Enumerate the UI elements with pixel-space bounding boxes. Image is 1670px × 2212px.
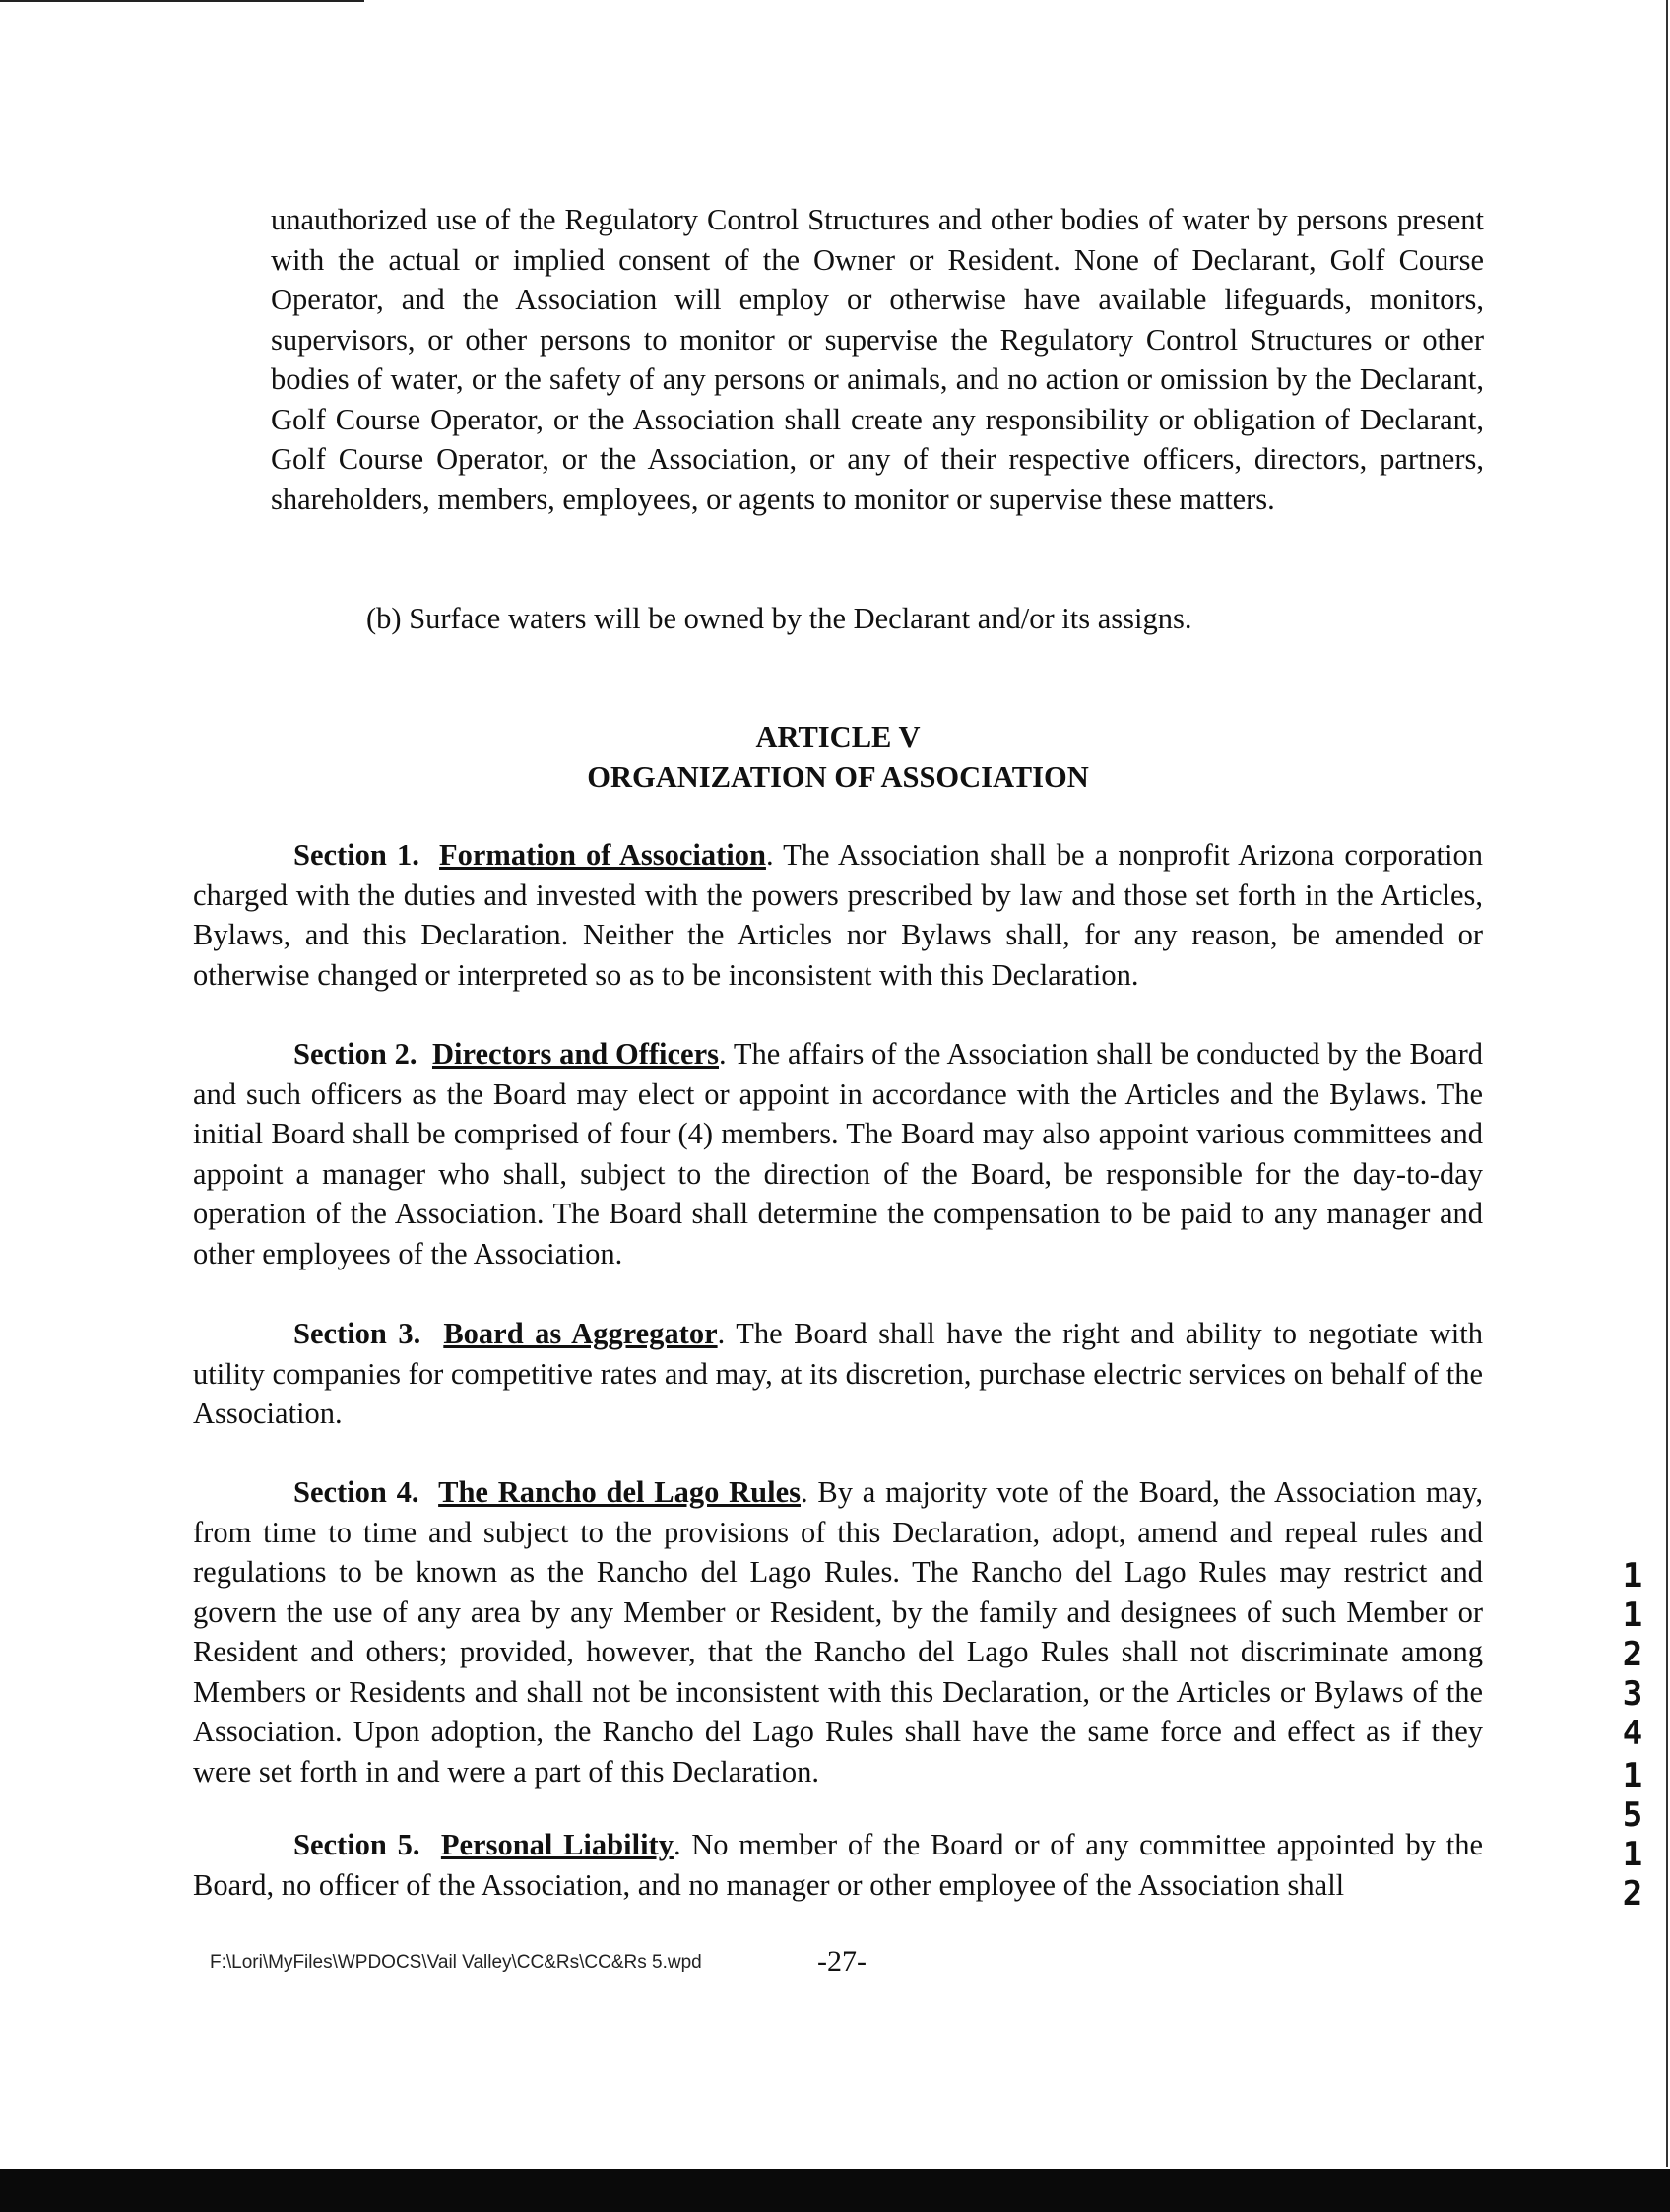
- section-label: Section 1.: [293, 838, 419, 872]
- page-number: -27-: [817, 1945, 867, 1978]
- stamp-digit: 1: [1622, 1835, 1643, 1874]
- section-3: [193, 1314, 1483, 1434]
- scan-bottom-border: [0, 2169, 1670, 2212]
- article-number: ARTICLE V: [755, 720, 921, 753]
- stamp-digit: 1: [1622, 1595, 1643, 1635]
- paragraph-b: (b) Surface waters will be owned by the Declarant and/or its assigns.: [366, 602, 1192, 635]
- section-title: Directors and Officers: [431, 1037, 720, 1071]
- footer-file-path: F:\Lori\MyFiles\WPDOCS\Vail Valley\CC&Rs\CC&Rs 5.wpd: [210, 1952, 702, 1973]
- section-4: [193, 1472, 1483, 1791]
- section-1: [193, 835, 1483, 995]
- section-title: Board as Aggregator: [443, 1317, 718, 1350]
- article-title: ORGANIZATION OF ASSOCIATION: [587, 760, 1089, 794]
- stamp-digit: 3: [1622, 1674, 1643, 1714]
- section-text: . The Association shall be a nonprofit Arizona corporation charged with the duties and invested with the powers prescribed by law and those set forth in the Articles, Bylaws, and this Declaration. Neither the Articles nor Bylaws shall, for any reason, be amended or otherwise changed or interpreted so as to be inconsistent with this Declaration.: [193, 838, 1484, 992]
- section-text: . By a majority vote of the Board, the Association may, from time to time and subject to the provisions of this Declaration, adopt, amend and repeal rules and regulations to be known as the Rancho del Lago Rules. The Rancho del Lago Rules may restrict and govern the use of any area by any Member or Resident, by the family and designees of such Member or Resident and others; provided, however, that the Rancho del Lago Rules shall not discriminate among Members or Residents and shall not be inconsistent with this Declaration, or the Articles or Bylaws of the Association. Upon adoption, the Rancho del Lago Rules shall have the same force and effect as if they were set forth in and were a part of this Declaration.: [193, 1475, 1483, 1789]
- section-5: [193, 1825, 1483, 1905]
- continuation-paragraph: unauthorized use of the Regulatory Control Structures and other bodies of water by persons present with the actual or implied consent of the Owner or Resident. None of Declarant, Golf Course Operator, and the Association will employ or otherwise have available lifeguards, monitors, supervisors, or other persons to monitor or supervise the Regulatory Control Structures or other bodies of water, or the safety of any persons or animals, and no action or omission by the Declarant, Golf Course Operator, or the Association shall create any responsibility or obligation of Declarant, Golf Course Operator, or the Association, or any of their respective officers, directors, partners, shareholders, members, employees, or agents to monitor or supervise these matters.: [271, 203, 1484, 516]
- section-title: Formation of Association: [439, 838, 766, 872]
- stamp-digit: 1: [1622, 1556, 1643, 1595]
- section-label: Section 5.: [293, 1828, 420, 1861]
- recording-stamp-upper: [1615, 1556, 1650, 1753]
- section-title: The Rancho del Lago Rules: [438, 1475, 801, 1509]
- stamp-digit: 2: [1622, 1874, 1643, 1914]
- section-text: . The affairs of the Association shall be conducted by the Board and such officers as the Board may elect or appoint in accordance with the Articles and the Bylaws. The initial Board shall be comprised of four (4) members. The Board may also appoint various committees and appoint a manager who shall, subject to the direction of the Board, be responsible for the day-to-day operation of the Association. The Board shall determine the compensation to be paid to any manager and other employees of the Association.: [193, 1037, 1483, 1270]
- stamp-digit: 1: [1622, 1756, 1643, 1795]
- section-label: Section 2.: [293, 1037, 418, 1071]
- section-label: Section 3.: [293, 1317, 421, 1350]
- section-2: [193, 1034, 1483, 1273]
- stamp-digit: 2: [1622, 1635, 1643, 1674]
- section-text: . The Board shall have the right and ability to negotiate with utility companies for competitive rates and may, at its discretion, purchase electric services on behalf of the Association.: [193, 1317, 1484, 1430]
- scan-right-edge: [1666, 0, 1668, 2167]
- section-title: Personal Liability: [440, 1828, 674, 1861]
- recording-stamp-lower: [1615, 1756, 1650, 1914]
- stamp-digit: 4: [1622, 1714, 1643, 1753]
- stamp-digit: 5: [1622, 1795, 1643, 1835]
- scan-top-edge: [0, 0, 364, 2]
- section-label: Section 4.: [293, 1475, 419, 1509]
- section-text: . No member of the Board or of any committee appointed by the Board, no officer of the Association, and no manager or other employee of the Association shall: [193, 1828, 1484, 1902]
